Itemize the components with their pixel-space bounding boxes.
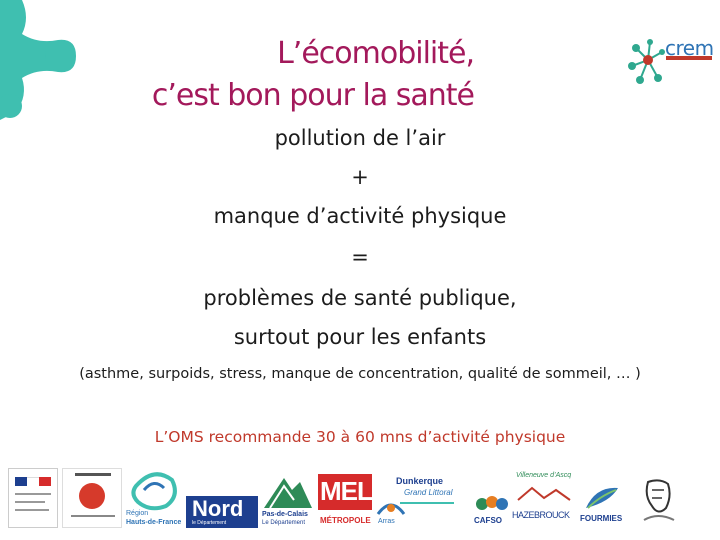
arras-label: Arras	[378, 518, 395, 525]
cafso-label: CAFSO	[474, 516, 502, 525]
slide-title-line1: L’écomobilité,	[277, 36, 474, 71]
logo-cafso	[472, 492, 510, 530]
text-details: (asthme, surpoids, stress, manque de concentration, qualité de sommeil, … )	[79, 366, 641, 382]
logo-fourmies	[580, 482, 624, 528]
text-manque-activite: manque d’activité physique	[213, 204, 507, 228]
mel-label: MEL	[320, 476, 372, 506]
pas-de-calais-label1: Pas-de-Calais	[262, 511, 308, 518]
fourmies-label: FOURMIES	[580, 514, 623, 523]
hauts-de-france-label2: Hauts-de-France	[126, 519, 182, 526]
hauts-de-france-label1: Région	[126, 510, 149, 517]
logo-prefecture	[8, 468, 58, 528]
hazebrouck-label: HAZEBROUCK	[512, 510, 570, 520]
crem-logo-text: crem	[665, 36, 714, 60]
logo-mel	[318, 474, 372, 530]
logo-ademe	[62, 468, 122, 528]
logo-villeneuve-hazebrouck	[512, 470, 578, 530]
mel-sublabel: MÉTROPOLE	[320, 516, 371, 525]
text-enfants: surtout pour les enfants	[233, 325, 487, 349]
logo-pas-de-calais	[262, 474, 314, 530]
nord-sublabel: le Département	[192, 520, 227, 526]
text-equals: =	[351, 245, 369, 269]
text-oms: L’OMS recommande 30 à 60 mns d’activité physique	[154, 428, 566, 446]
text-problemes-sante: problèmes de santé publique,	[203, 286, 517, 310]
logo-nord	[186, 496, 258, 528]
text-plus: +	[351, 165, 369, 189]
nord-label: Nord	[192, 496, 244, 521]
dunkerque-label: Dunkerque	[396, 476, 444, 486]
pas-de-calais-label2: Le Département	[262, 520, 306, 526]
logo-hauts-de-france	[126, 466, 182, 530]
logo-commune-crest	[638, 476, 680, 528]
slide-title-line2: c’est bon pour la santé	[151, 78, 474, 113]
logo-dunkerque	[394, 474, 460, 514]
text-pollution: pollution de l’air	[274, 126, 446, 150]
dunkerque-sublabel: Grand Littoral	[404, 488, 453, 497]
villeneuve-label: Villeneuve d’Ascq	[516, 472, 572, 479]
